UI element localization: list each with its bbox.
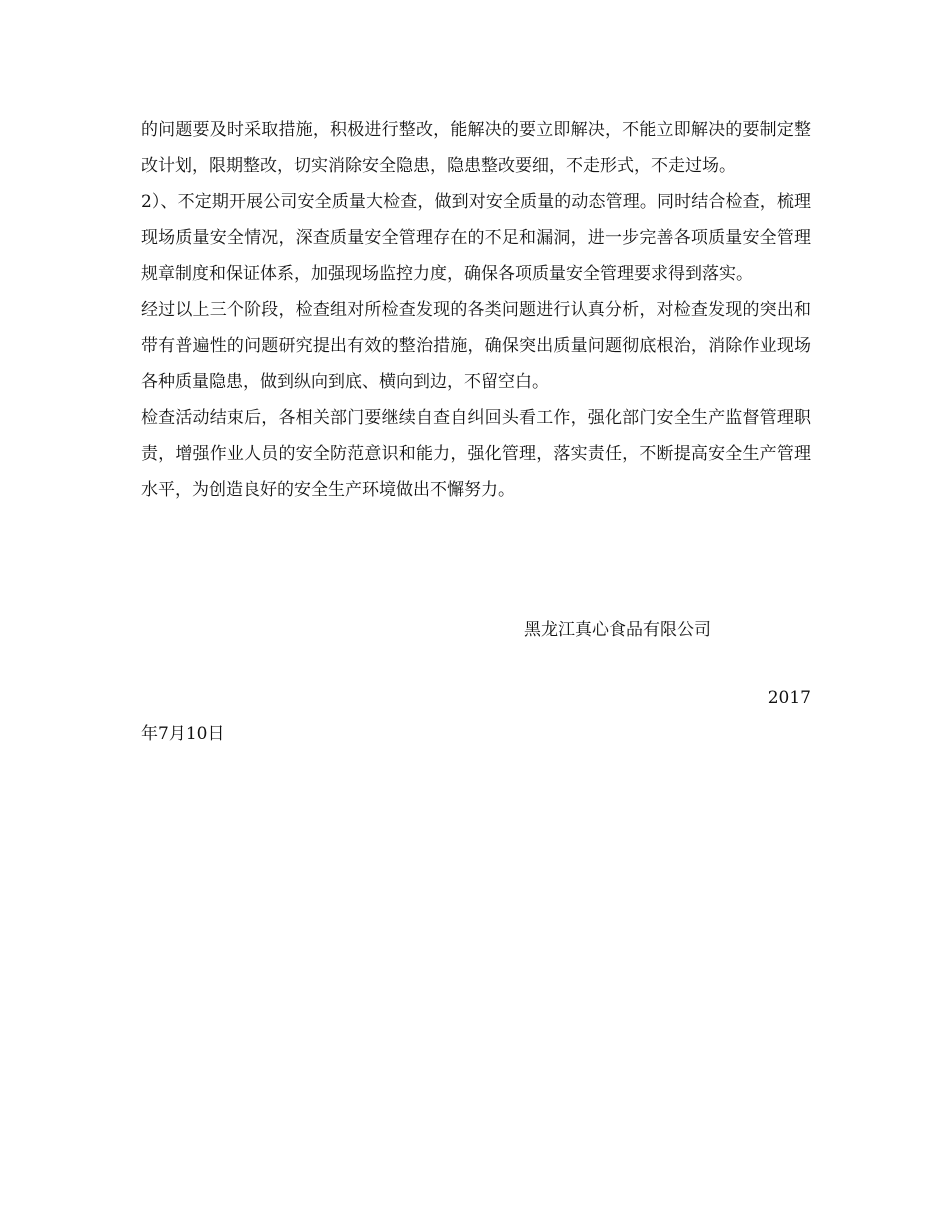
paragraph-conclusion: 检查活动结束后，各相关部门要继续自查自纠回头看工作，强化部门安全生产监督管理职责，增强作业人员的安全防范意识和能力，强化管理，落实责任，不断提高安全生产管理水平，为创造良好的安全生产环境做出不懈努力。 [141, 408, 811, 500]
signature-date-year: 2017 [767, 688, 811, 708]
signature-company: 黑龙江真心食品有限公司 [524, 620, 711, 640]
document-body [141, 112, 811, 508]
paragraph-analysis: 经过以上三个阶段，检查组对所检查发现的各类问题进行认真分析，对检查发现的突出和带有普遍性的问题研究提出有效的整治措施，确保突出质量问题彻底根治，消除作业现场各种质量隐患，做到纵向到底、横向到边，不留空白。 [141, 300, 811, 392]
signature-date-rest: 年7月10日 [141, 724, 225, 744]
paragraph-rectification: 的问题要及时采取措施，积极进行整改，能解决的要立即解决，不能立即解决的要制定整改计划，限期整改，切实消除安全隐患，隐患整改要细，不走形式，不走过场。 [141, 120, 811, 176]
paragraph-inspection-item-2: 2）、不定期开展公司安全质量大检查，做到对安全质量的动态管理。同时结合检查，梳理现场质量安全情况，深查质量安全管理存在的不足和漏洞，进一步完善各项质量安全管理规章制度和保证体系，加强现场监控力度，确保各项质量安全管理要求得到落实。 [141, 192, 811, 284]
